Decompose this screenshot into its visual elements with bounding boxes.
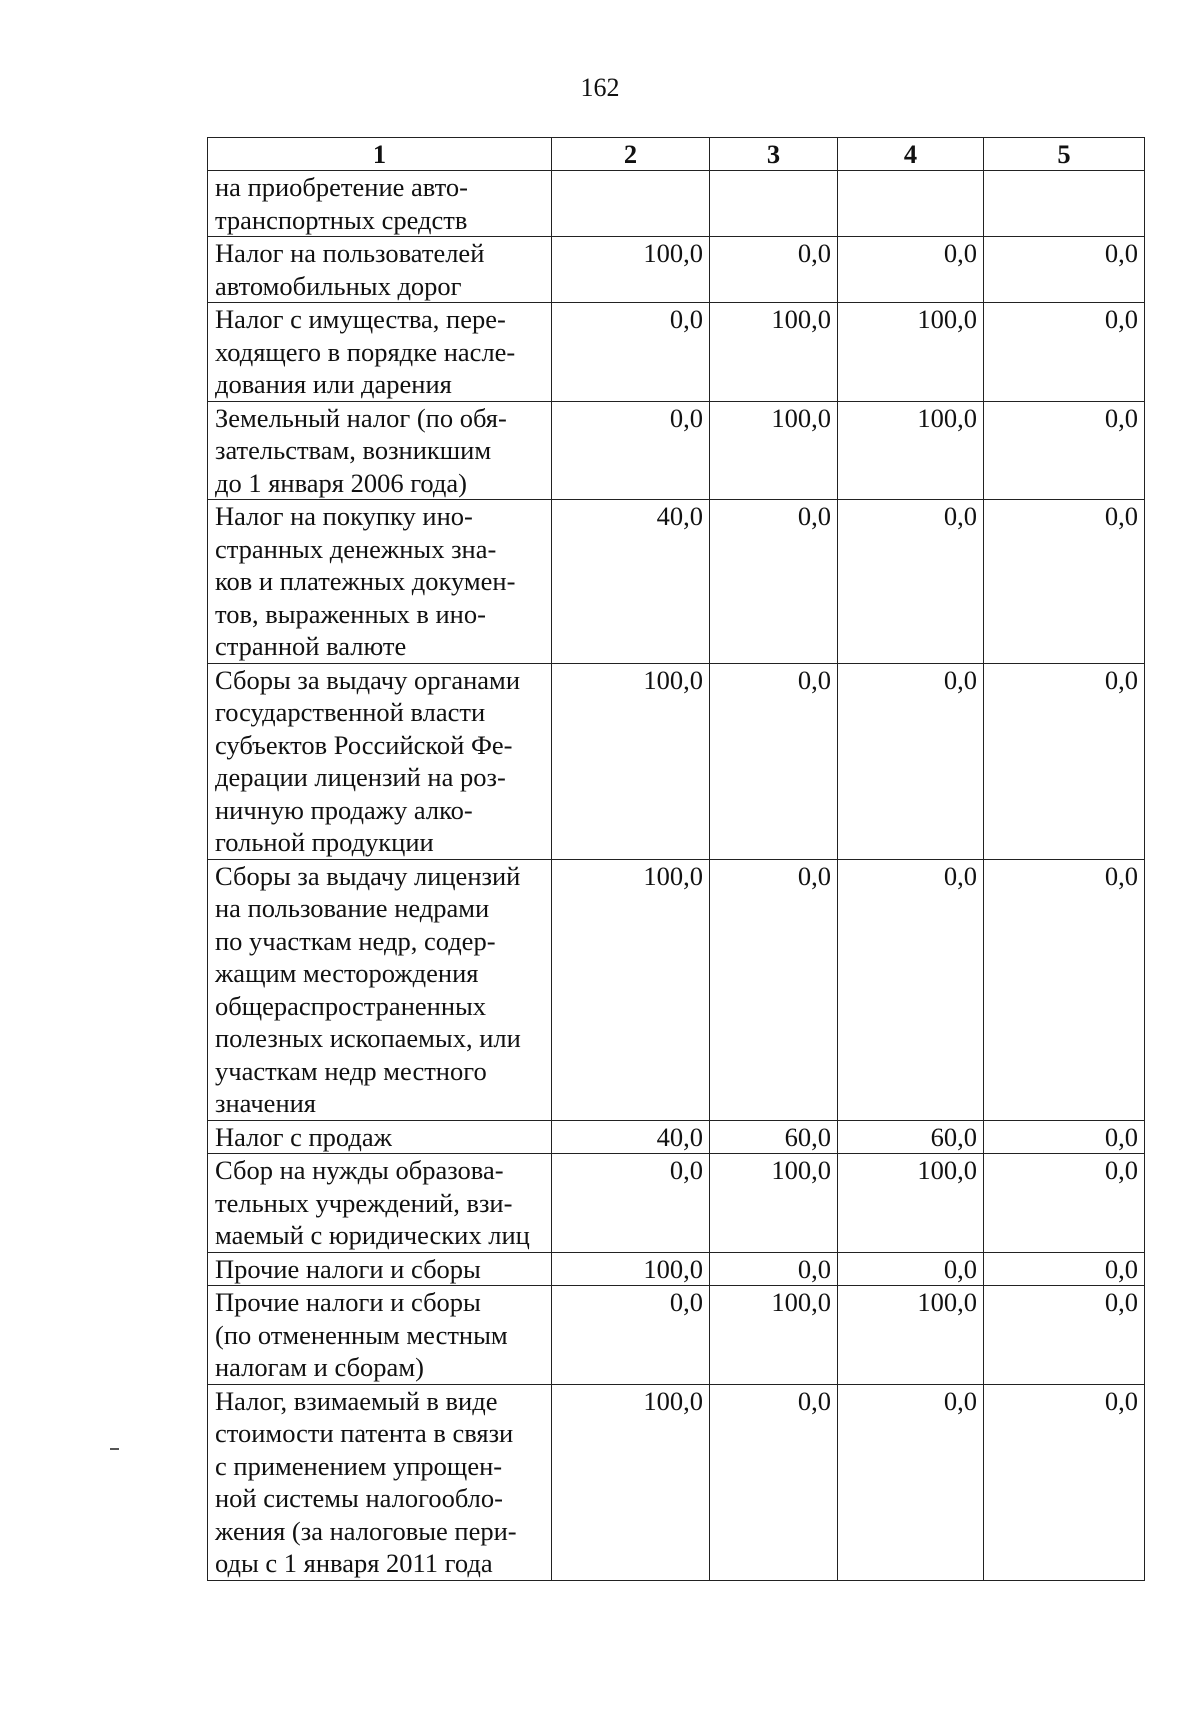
row-value-col5: 0,0 (984, 401, 1145, 500)
row-name: Сбор на нужды образова- тельных учреждений, взи- маемый с юридических лиц (208, 1154, 552, 1253)
row-value-col5: 0,0 (984, 303, 1145, 402)
row-value-col3: 0,0 (710, 500, 838, 664)
row-value-col3: 0,0 (710, 1252, 838, 1286)
row-name: Налог на покупку ино- странных денежных зна- ков и платежных докумен- тов, выраженных в ино- странной валюте (208, 500, 552, 664)
row-name: Налог, взимаемый в виде стоимости патента в связи с применением упрощен- ной системы налогообло- жения (за налоговые пери- оды с 1 января 2011 года (208, 1384, 552, 1580)
row-name: Прочие налоги и сборы (208, 1252, 552, 1286)
row-name: Сборы за выдачу органами государственной власти субъектов Российской Фе- дерации лицензий на роз- ничную продажу алко- гольной продукции (208, 663, 552, 859)
table-row (208, 1252, 1145, 1286)
table-row (208, 500, 1145, 664)
row-value-col4: 0,0 (838, 859, 984, 1120)
row-value-col3: 0,0 (710, 1384, 838, 1580)
column-header-5: 5 (984, 138, 1145, 171)
row-value-col4: 100,0 (838, 1286, 984, 1385)
row-value-col5: 0,0 (984, 1286, 1145, 1385)
row-name: Прочие налоги и сборы (по отмененным местным налогам и сборам) (208, 1286, 552, 1385)
row-value-col5: 0,0 (984, 859, 1145, 1120)
table-header-row (208, 138, 1145, 171)
row-value-col3: 0,0 (710, 237, 838, 303)
row-name: Налог с имущества, пере- ходящего в порядке насле- дования или дарения (208, 303, 552, 402)
row-value-col5: 0,0 (984, 237, 1145, 303)
row-name: на приобретение авто- транспортных средств (208, 171, 552, 237)
table-row (208, 303, 1145, 402)
row-value-col4: 0,0 (838, 1384, 984, 1580)
row-value-col2: 100,0 (552, 663, 710, 859)
row-value-col5: 0,0 (984, 1384, 1145, 1580)
row-value-col2: 100,0 (552, 237, 710, 303)
tax-distribution-table (207, 137, 1145, 1581)
table-row (208, 1286, 1145, 1385)
table-row (208, 859, 1145, 1120)
row-name: Налог с продаж (208, 1120, 552, 1154)
row-value-col5: 0,0 (984, 1154, 1145, 1253)
row-value-col2: 100,0 (552, 1384, 710, 1580)
table-row (208, 237, 1145, 303)
row-value-col5: 0,0 (984, 663, 1145, 859)
table-body (208, 171, 1145, 1581)
row-value-col2: 0,0 (552, 303, 710, 402)
row-value-col2: 40,0 (552, 500, 710, 664)
column-header-3: 3 (710, 138, 838, 171)
table-row (208, 1154, 1145, 1253)
row-value-col3: 100,0 (710, 1286, 838, 1385)
row-name: Земельный налог (по обя- зательствам, возникшим до 1 января 2006 года) (208, 401, 552, 500)
row-value-col3 (710, 171, 838, 237)
row-value-col2: 0,0 (552, 1286, 710, 1385)
row-value-col4: 100,0 (838, 1154, 984, 1253)
row-value-col2: 100,0 (552, 1252, 710, 1286)
row-value-col4: 0,0 (838, 237, 984, 303)
row-value-col3: 100,0 (710, 401, 838, 500)
row-name: Сборы за выдачу лицензий на пользование недрами по участкам недр, содер- жащим месторождения общераспространенных полезных ископаемых, или участкам недр местного значения (208, 859, 552, 1120)
table-row (208, 1120, 1145, 1154)
column-header-1: 1 (208, 138, 552, 171)
row-name: Налог на пользователей автомобильных дорог (208, 237, 552, 303)
row-value-col3: 0,0 (710, 663, 838, 859)
row-value-col2: 0,0 (552, 401, 710, 500)
row-value-col3: 100,0 (710, 303, 838, 402)
table-row (208, 1384, 1145, 1580)
row-value-col5: 0,0 (984, 1120, 1145, 1154)
row-value-col4: 0,0 (838, 663, 984, 859)
row-value-col4 (838, 171, 984, 237)
row-value-col3: 0,0 (710, 859, 838, 1120)
row-value-col5: 0,0 (984, 1252, 1145, 1286)
row-value-col4: 0,0 (838, 500, 984, 664)
scan-speck (110, 1448, 119, 1450)
row-value-col2: 40,0 (552, 1120, 710, 1154)
page-number: 162 (580, 73, 620, 102)
row-value-col2 (552, 171, 710, 237)
column-header-2: 2 (552, 138, 710, 171)
row-value-col3: 100,0 (710, 1154, 838, 1253)
table-row (208, 401, 1145, 500)
table-row (208, 663, 1145, 859)
row-value-col5: 0,0 (984, 500, 1145, 664)
row-value-col4: 60,0 (838, 1120, 984, 1154)
row-value-col4: 0,0 (838, 1252, 984, 1286)
row-value-col2: 100,0 (552, 859, 710, 1120)
table-row (208, 171, 1145, 237)
row-value-col3: 60,0 (710, 1120, 838, 1154)
row-value-col2: 0,0 (552, 1154, 710, 1253)
column-header-4: 4 (838, 138, 984, 171)
row-value-col5 (984, 171, 1145, 237)
row-value-col4: 100,0 (838, 401, 984, 500)
row-value-col4: 100,0 (838, 303, 984, 402)
